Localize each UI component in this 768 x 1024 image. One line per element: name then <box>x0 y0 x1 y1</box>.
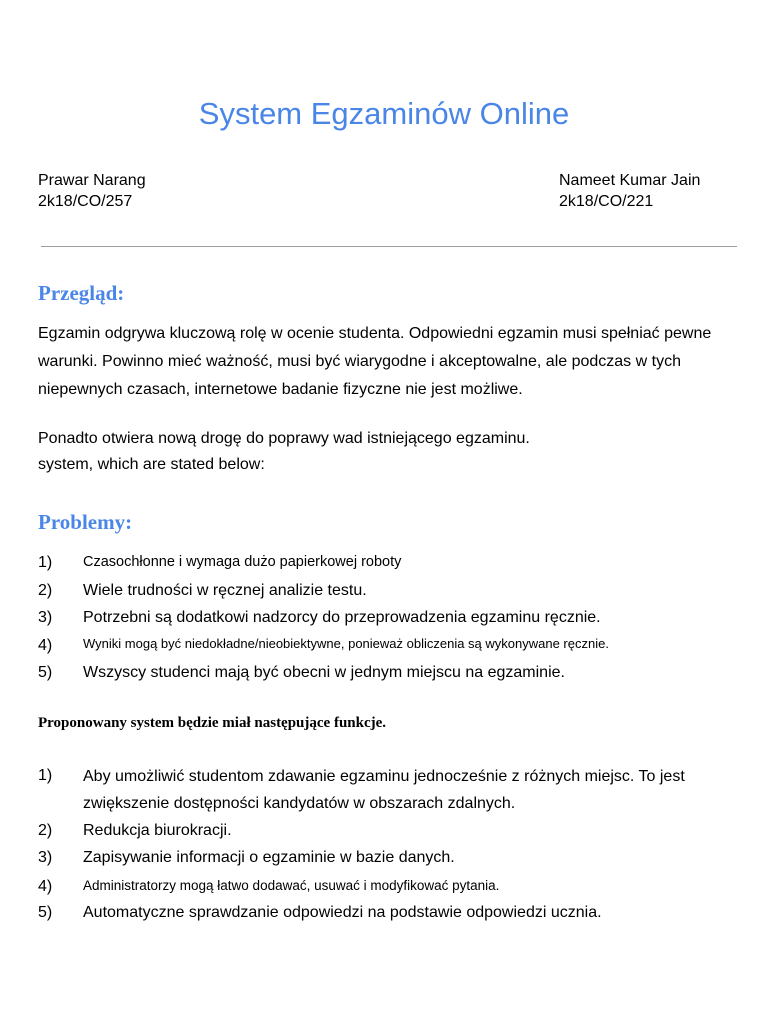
list-text: Redukcja biurokracji. <box>83 822 232 839</box>
list-text: Potrzebni są dodatkowi nadzorcy do przeprowadzenia egzaminu ręcznie. <box>83 609 601 626</box>
overview-paragraph-2 <box>38 426 738 478</box>
list-text: Wyniki mogą być niedokładne/nieobiektywne, ponieważ obliczenia są wykonywane ręcznie. <box>83 636 609 651</box>
list-number: 2) <box>38 582 53 599</box>
overview-paragraph: Egzamin odgrywa kluczową rolę w ocenie studenta. Odpowiedni egzamin musi spełniać pewne warunki. Powinno mieć ważność, musi być wiarygodne i akceptowalne, ale podczas w tych niepewnych czasach, internetowe badanie fizyczne nie jest możliwe. <box>38 325 712 398</box>
list-text: Czasochłonne i wymaga dużo papierkowej roboty <box>83 554 402 570</box>
problems-heading: Problemy: <box>38 510 133 534</box>
author-id: 2k18/CO/257 <box>38 193 133 210</box>
list-text: Administratorzy mogą łatwo dodawać, usuwać i modyfikować pytania. <box>83 878 500 893</box>
author-name: Nameet Kumar Jain <box>559 172 701 189</box>
list-number: 3) <box>38 609 53 626</box>
overview-line: system, which are stated below: <box>38 456 265 473</box>
horizontal-divider <box>41 246 737 247</box>
author-block-1 <box>38 170 146 212</box>
list-text: Aby umożliwić studentom zdawanie egzaminu jednocześnie z różnych miejsc. To jest zwiększenie dostępności kandydatów w obszarach zdalnych. <box>83 768 685 812</box>
list-number: 5) <box>38 904 53 921</box>
list-number: 5) <box>38 664 53 681</box>
author-block-2 <box>559 170 700 212</box>
list-number: 3) <box>38 849 53 866</box>
list-text: Wiele trudności w ręcznej analizie testu. <box>83 582 367 599</box>
list-number: 4) <box>38 637 53 654</box>
list-number: 1) <box>38 554 53 571</box>
list-text: Wszyscy studenci mają być obecni w jednym miejscu na egzaminie. <box>83 664 565 681</box>
author-id: 2k18/CO/221 <box>559 193 654 210</box>
list-text: Zapisywanie informacji o egzaminie w bazie danych. <box>83 849 455 866</box>
proposed-heading: Proponowany system będzie miał następujące funkcje. <box>38 715 387 731</box>
overview-heading: Przegląd: <box>38 281 125 305</box>
list-text: Automatyczne sprawdzanie odpowiedzi na podstawie odpowiedzi ucznia. <box>83 904 602 921</box>
overview-line: Ponadto otwiera nową drogę do poprawy wad istniejącego egzaminu. <box>38 430 530 447</box>
list-number: 1) <box>38 767 53 784</box>
author-name: Prawar Narang <box>38 172 146 189</box>
document-title: System Egzaminów Online <box>198 96 570 131</box>
list-number: 2) <box>38 822 53 839</box>
list-number: 4) <box>38 878 53 895</box>
